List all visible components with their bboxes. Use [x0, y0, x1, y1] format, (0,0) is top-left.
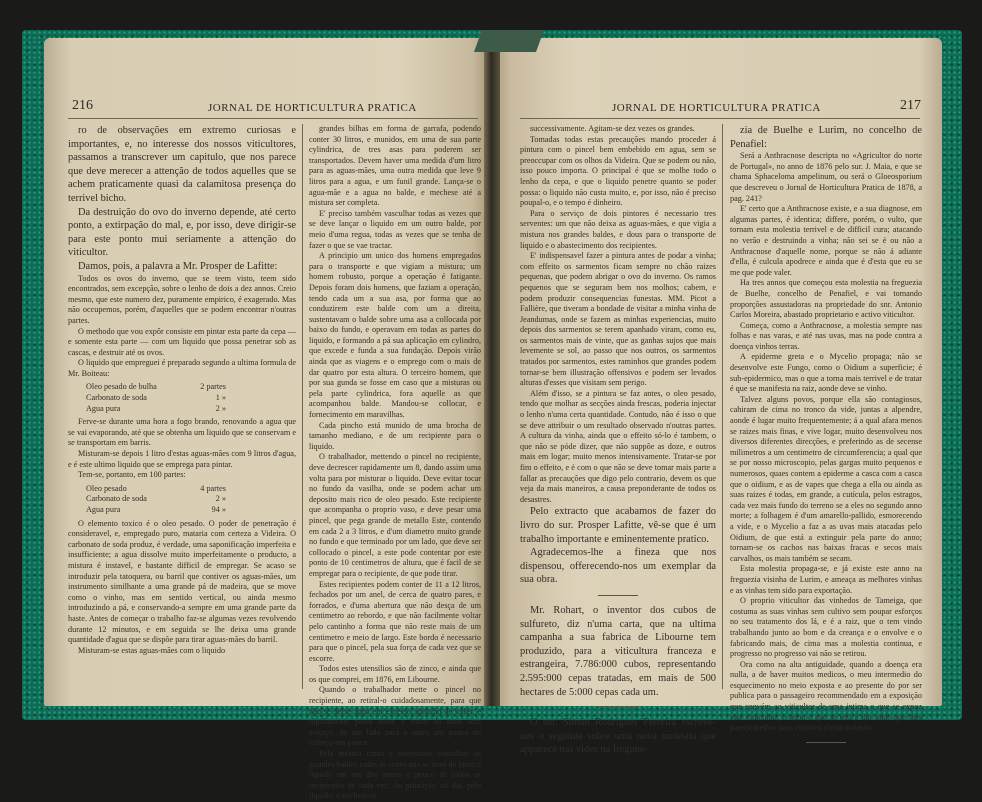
formula-row: [86, 393, 226, 404]
bookmark-ribbon: [474, 30, 544, 52]
paragraph: Agradecemos-lhe a fineza que nos dispensou, offerecendo-nos um exemplar da sua obra.: [520, 547, 716, 586]
section-rule: [598, 595, 638, 596]
paragraph: Tomadas todas estas precauções mando proceder á pintura com o pincel bem embebido em agua, sem se preoccupar com os olhos da Videira. Que se podem ou não, isso pouco importa. O principal é que se molhe todo o lenho da cepa, e que o liquido penetre quanto se poder possa: o liquido não custa muito, e, por isso, não é preciso poupal-o, e o tempo é dinheiro.: [520, 134, 716, 208]
section-rule: [598, 707, 638, 708]
paragraph: Cada pincho está munido de uma brocha de tamanho medianо, e de um recipiente para o liquido.: [309, 420, 481, 451]
column-divider: [722, 124, 723, 689]
running-header: JORNAL DE HORTICULTURA PRATICA: [612, 102, 821, 114]
ingredient: Agua pura: [86, 505, 121, 514]
paragraph: O elemento toxico é o oleo pesado. O poder de penetração é consideravel, e, empregado puro, mataria com certeza a Videira. O carbonato de soda produz, é verdade, uma saponificação imperfeita e insufficiente; a agua dissolve muito imperfeitamente o producto, a mistura é instavel, e bastante difficil de empregar. Se acaso se introduzir pela tatoquera, ou barril que contiver os aguas-mães, um instrumento similhante a uma grande pá de madeira, que se move como o vinho, mas em sentido vertical, ou ainda mesmo introduzindo a pá, e conservando-a sempre em uma grande parte da haste. Antes de começar o trabalho faz-se algumas vezes revolvendo durante 12 minutos, e em seguida se lhe deixa uma grande quantidade d'agua que se dispõe para tirar aguas-mães do barril.: [68, 518, 296, 645]
paragraph: Ora como na alta antiguidade, quando a doença era nulla, a de haver muitos medicos, o meu intermedio do esquecimento no meio exposta e ao presente do por ser publica para o passageiro recommendado em a exposição que convém ao viticultor de uma intima o que se expoz este vinicultor, e temo e que se terá é dar onde que lhes pareça melhor para curativo d'esta molestia.: [730, 659, 922, 733]
text-column-left: [68, 124, 296, 689]
amount: 1 »: [215, 393, 226, 403]
paragraph: Além d'isso, se a pintura se faz antes, o oleo pesado, tendo que molhar as secções ainda frescas, poderia injectar o lenho n'uma certa quantidade. Contudo, não é isso o que se deve attribuir o um resultado observado n'outras partes. A cultura da vinha, ainda que o effeito só-lo é tambem, o que não se póde dizer, que não suppõe as doze, e outros mais em logar; muito menos intensivamente. Tratar-se por fim o effeito, e é com o que não se deve tomar mais parte a fallar as precauções que digo pelo contrario, devem os que veja da mais maneiros, a causa preponderante de todos os desastres.: [520, 388, 716, 504]
text-column-right: [730, 124, 922, 733]
paragraph: A epiderme greta e o Mycelio propaga; não se desenvolve este Fungo, como o Oidium a superficie; é sub-epidermico, mas o que a torna mais terrivel e de tratar é que se manifesta na raiz, aonde deve se vinho.: [730, 352, 922, 394]
book-spine: [484, 34, 500, 706]
paragraph: A principio um unico dos homens empregados para o transporte e que vigiam a mistura; um homem robusto, porque a operação é fatigante. Depois foram dois homens, que faziam a operação, tendo cada um a sua asa, por forma que ao conduzirem este balde com um a direita, sustentavam o balde sobre uma asa a collocada por baixo do fundo, e operavam em todas as partes do liquido, e formando a pá sua aplicação em cylindro, que excede e funda a sua fundação. Depois virão ainda que as viagens e o emprego com o mais de dar quatro por esta altura. O terceiro homem, que por sua gunda se fosse em caso que a misturas ou pela parte cylindrica, fora aquelle as que acompanhou balde. Mandou-se collocar, e fornecimento em maravilhas.: [309, 251, 481, 420]
amount: 2 »: [215, 494, 226, 504]
page-number: 217: [900, 98, 921, 113]
amount: 94 »: [211, 505, 226, 514]
paragraph: ro de observações em extremo curiosas e importantes, e, no interesse dos nossos viticultores, passamos a transcrever um capitulo, que nos parece que deve merecer a attenção de todos aquelles que se achem praticamente quasi da calamitosa presença do terrivel bicho.: [68, 125, 296, 204]
formula-row: [86, 404, 226, 415]
paragraph: zia de Buelhe e Lurim, no concelho de Penafiel:: [730, 125, 922, 150]
paragraph: Todos os ovos do inverno, que se teem visto, teem sido encontrados, sem excepção, sobre o lenho de dois a dez annos. Creio mesmo, que este numero dez, puramente empirico, é exagerado. Mas não occupemos, porém, d'aquelles que se podem encontrar n'outras partes.: [68, 273, 296, 325]
formula-table-1: [86, 382, 296, 414]
ingredient: Agua pura: [86, 403, 121, 413]
paragraph: grandes bilhas em forma de garrafa, podendo conter 30 litros, e munidos, em uma de sua parte cylindrica, de tres asas para poderem ser transportados. Devem haver uma medida d'um litro para as aguas-mães, uma outra medida que leve 9 litros para a agua, e um funil grande. Lança-se o agua-mãe e a agua no balde, e mechese até a mistura ser completa.: [309, 124, 481, 208]
formula-row: [86, 505, 226, 516]
formula-row: [86, 494, 226, 505]
paragraph: Misturam-se estas aguas-mães com o liquido: [78, 645, 226, 655]
paragraph: Tem-se, portanto, em 100 partes:: [78, 470, 186, 480]
section-rule: [806, 742, 846, 743]
paragraph: Ha tres annos que começou esta molestia na freguezia de Buelhe, concelho de Penafiel, e vai tomando proporções assustadoras na propriedade do snr. Antonio Carlos Moreira, abastado proprietario e activo viticultor.: [730, 278, 922, 320]
paragraph: Mr. Rohart, o inventor dos cubos de sulfureto, diz n'uma carta, que na ultima campanha a sua fabrica de Libourne tem produzido, para a viticultura franceza e estrangeira, 7.786:000 cubos, representando 2.595:000 cepas tratadas, em mais de 500 hectares de 5:000 cepas cada um.: [520, 604, 716, 698]
paragraph: O methodo que vou expôr consiste em pintar esta parte da cepa — e somente esta parte — com um liquido que possa penetrar sob as cascas, e destruir até os ovos.: [68, 326, 296, 357]
paragraph: Estes recipientes podem conter de 11 a 12 litros, fechados por um anel, de cerca de quatro pares, e forrados, e d'uma abertura que não desça de um centimetro ao rebordo, e que não facilmente voltar pelo cantinho a forma que não reste mais de um centimetro e meio de largo. Este bordo é necessario para que o pincel, pela sua força de cada vez que se escorre.: [309, 579, 481, 663]
paragraph: O liquido que empreguei é preparado segundo a ultima formula de Mr. Boiteau:: [68, 358, 296, 378]
amount: 2 partes: [200, 382, 226, 392]
formula-row: [86, 382, 226, 393]
paragraph: Da destruição do ovo do inverno depende, até certo ponto, a extirpação do mal, e, por isso, deve dirigir-se para este ponto mui seriamente a attenção do viticultor.: [68, 206, 296, 259]
ingredient: Oleo pesado de bulha: [86, 382, 157, 392]
text-column-left: [520, 124, 716, 756]
page-number: 216: [72, 98, 93, 113]
paragraph: Para o serviço de dois pintores é necessario tres serventes: um que não deixa as aguas-mães, e que vigia a mistura nos grandes baldes, e dous para o transporte de liquido e o abastecimento dos recipientes.: [520, 208, 716, 250]
paragraph: E' preciso também vasculhar todas as vezes que se deve lançar o liquido em um outro balde, por meio d'uma regua, todas as vezes que se tenha de fazer o que se vae tractar.: [309, 208, 481, 250]
paragraph: Pela mesma razão é necessario vasculhar os grandes baldes todas as vezes que se tiver de fazer o liquido em um dos outros e pouco de todos os recipientes de cada vez. Ao principio, no dia, pelo liquido, e enchem-se: [309, 749, 481, 801]
paragraph: Quando o trabalhador mette o pincel no recipiente, ao retiral-o cuidadosamente, para que não se deixe agua em excesso agitação de todas, e rápidamente passa sobre o lenho do anno sem esforço, de um lado para o outro um pouco no esforço um pouco.: [309, 685, 481, 748]
paragraph: O proprio viticultor das vinhedos de Tameiga, que costuma as suas vinhas sem cultivo sem poupar esforços no seu tratamento dos lá, e é a raiz, que o tem vindo trabalhando junto ao bom e da creança e o envolve e o fabricando mais, de cima mas a molestia continua, e progresso no progresso vai não se retirou.: [730, 596, 922, 659]
paragraph: Misturam-se depois 1 litro d'estas aguas-mães com 9 litros d'agua, e é este ultimo liquido que se emprega para pintar.: [68, 449, 296, 469]
formula-table-2: [86, 484, 296, 516]
running-header: JORNAL DE HORTICULTURA PRATICA: [208, 102, 417, 114]
paragraph: Ferve-se durante uma hora a fogo brando, renovando a agua que se vai evaporando, até que se obtenha um liquido que se conservam e se transportam em barris.: [68, 417, 296, 448]
ingredient: Oleo pesado: [86, 483, 127, 493]
formula-row: [86, 484, 226, 495]
paragraph: successivamente. Agitam-se dez vezes os grandes.: [530, 124, 695, 133]
paragraph: Será a Anthracnose descripta no «Agricultor do norte de Portugal», no anno de 1876 pelo sur. J. Maia, e que se chama Sphaceloma ampelinum, ou será o Gloeosporium que descreveu o Jornal de Horticultura Pratica de 1878, a pag. 241?: [730, 151, 922, 203]
header-rule: [68, 118, 478, 119]
paragraph: Damos, pois, a palavra a Mr. Prosper de Lafitte:: [78, 260, 278, 272]
left-page: [44, 38, 490, 801]
paragraph: Pelo extracto que acabamos de fazer do livro do sur. Prosper Lafitte, vê-se que é um trabalho importante e eminentemente pratico.: [520, 506, 716, 545]
paragraph: Começa, como a Anthracnose, a molestia sempre nas folhas e nas varas, e até nas uvas, mas na pode contra a doença vinhos terras.: [730, 320, 922, 351]
paragraph: Todos estes utensilios são de zinco, e ainda que os que comprei, em 1876, em Libourne.: [309, 664, 481, 684]
paragraph: O snr. Simão Rodrigues Ferreira escreve-nos o seguinte sobre uma nova molestia que apparece nas vides na fregues-: [520, 717, 716, 756]
ingredient: Carbonato de soda: [86, 393, 147, 403]
paragraph: Talvez alguns povos, porque ella são contagiosos, cahiram de cima no tronco da vide, juntas a alpendre, aonde é lugar muito frequentemente; á a qual afara menos se raizes mais finas, e vive logar, muito desenvolveu nos diversos diferentes direcções, e preferindo as de secense milimetros a um centimetro de circumferencia; a qual que se por nosso microscopio, pelas gargas muito pequenos e numerosos, quaes contem a epiderme a casca com a casca que o oidium, e as de vapes que chega a ella ou ainda as suas raizes é todas, em grande, a cutícula, pelos estragos, cada vez mais fundo do terreno se a eles no segundo anno morte; a folhagem é d'um amarello-pallido, esmorecendo a vide, e o Mycelio a faz a as uvas mais atacadas pelo Oidium, de que está a extinguir pela parte do anno; tornam-se os cachos nas baixas fracas e secos mais carvalhos, os mais também se secam.: [730, 394, 922, 563]
paragraph: E' indispensavel fazer a pintura antes de podar a vinha; com effeito os sarmentos ficam sempre no chão raizes pequenas, que podem abrigar o ovo do inverno. Os ramos pequenos que se seguram bem nos molhos; cabem, e podem produzir consequencias funestas. MM. Picot a Fallière, que tiveram a bondade de visitar a minha vinha de Jeandumas, onde se fazem as minhas experiencias, muito depois dos sarmentos se terem apanhado viram, como eu, os sarmentos mais de vinte, que as ganhas sujos que mais levemente se sol, ao passo que nos outros, os sarmentos tratados por sarmentos, estes raminhos que grandes podem tornar-se bem illustração offensivos e podem ser levados alturas d'esses que visitam sem perigo.: [520, 251, 716, 388]
amount: 2 »: [215, 403, 226, 413]
ingredient: Carbonato de soda: [86, 494, 147, 504]
paragraph: E' certo que a Anthracnose existe, e a sua diagnose, em algumas partes, é identica; differe, porém, o vulto, que tornam esta molestia terrivel e de difficil cura; atacando no verão e destruindo a vinha; não sei se é ou não a Anthracnose d'aquelle nome, porque se não á adiante d'ella, é culcula apodrece e ainda que é d'esta que eu se me que pode valer.: [730, 204, 922, 277]
column-divider: [302, 124, 303, 689]
right-page: [492, 38, 942, 756]
text-column-right: [309, 124, 481, 801]
amount: 4 partes: [200, 483, 226, 493]
header-rule: [520, 118, 920, 119]
paragraph: O trabalhador, mettendo o pincel no recipiente, deve decrescer rapidamente um 8, dando assim uma volta para por misturar o liquido. Deve evitar tocar no fundo da vasilha, onde se podem achar um deposito mais rico de oleo pesado. Este recipiente que acompanha o proprio vaso, e deve pesar uma pincel, que pega grande de metallo Este, contendo em cada 2 a 3 litros, e d'um diametro muito grande no fundo e que terminado por um lado, que deve ser collocado o pincel, a este pode contentar por este ponto de 10 centimetros de altura, que é facil de se empregar para o recipiente, de que pode tirar.: [309, 452, 481, 578]
paragraph: Esta molestia propaga-se, e já existe este anno na freguezia visinha de Lurim, e ameaça as melhores vinhas e as vinhas tem sido para exportação.: [730, 564, 922, 595]
